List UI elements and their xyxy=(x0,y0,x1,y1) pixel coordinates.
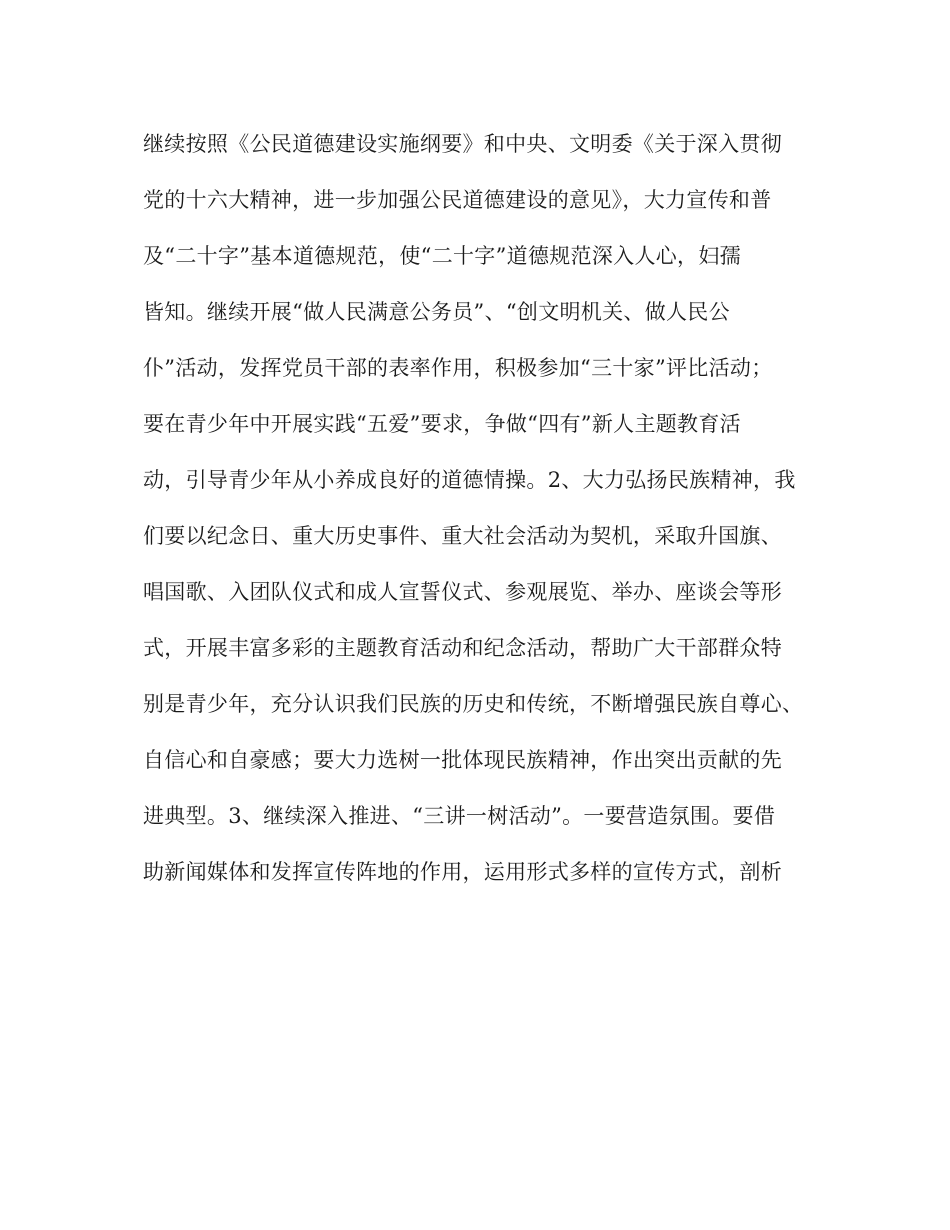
text-line-9: 唱国歌、入团队仪式和成人宣誓仪式、参观展览、举办、座谈会等形 xyxy=(143,580,782,604)
text-line-7: 动，引导青少年从小养成良好的道德情操。2、大力弘扬民族精神，我 xyxy=(143,468,796,492)
text-line-8: 们要以纪念日、重大历史事件、重大社会活动为契机，采取升国旗、 xyxy=(143,524,782,548)
text-line-12: 自信心和自豪感；要大力选树一批体现民族精神，作出突出贡献的先 xyxy=(143,748,782,772)
text-line-11: 别是青少年，充分认识我们民族的历史和传统，不断增强民族自尊心、 xyxy=(143,692,804,716)
document-body xyxy=(143,122,823,906)
text-line-13: 进典型。3、继续深入推进、“三讲一树活动”。一要营造氛围。要借 xyxy=(143,804,776,828)
text-line-4: 皆知。继续开展“做人民满意公务员”、“创文明机关、做人民公 xyxy=(143,300,730,324)
text-line-6: 要在青少年中开展实践“五爱”要求，争做“四有”新人主题教育活 xyxy=(143,412,741,436)
text-line-14: 助新闻媒体和发挥宣传阵地的作用，运用形式多样的宣传方式，剖析 xyxy=(143,860,782,884)
text-line-10: 式，开展丰富多彩的主题教育活动和纪念活动，帮助广大干部群众特 xyxy=(143,636,782,660)
text-line-1: 继续按照《公民道德建设实施纲要》和中央、文明委《关于深入贯彻 xyxy=(143,132,782,156)
text-line-5: 仆”活动，发挥党员干部的表率作用，积极参加“三十家”评比活动； xyxy=(143,356,773,380)
text-line-3: 及“二十字”基本道德规范，使“二十字”道德规范深入人心，妇孺 xyxy=(143,244,741,268)
text-line-2: 党的十六大精神，进一步加强公民道德建设的意见》，大力宣传和普 xyxy=(143,188,772,212)
